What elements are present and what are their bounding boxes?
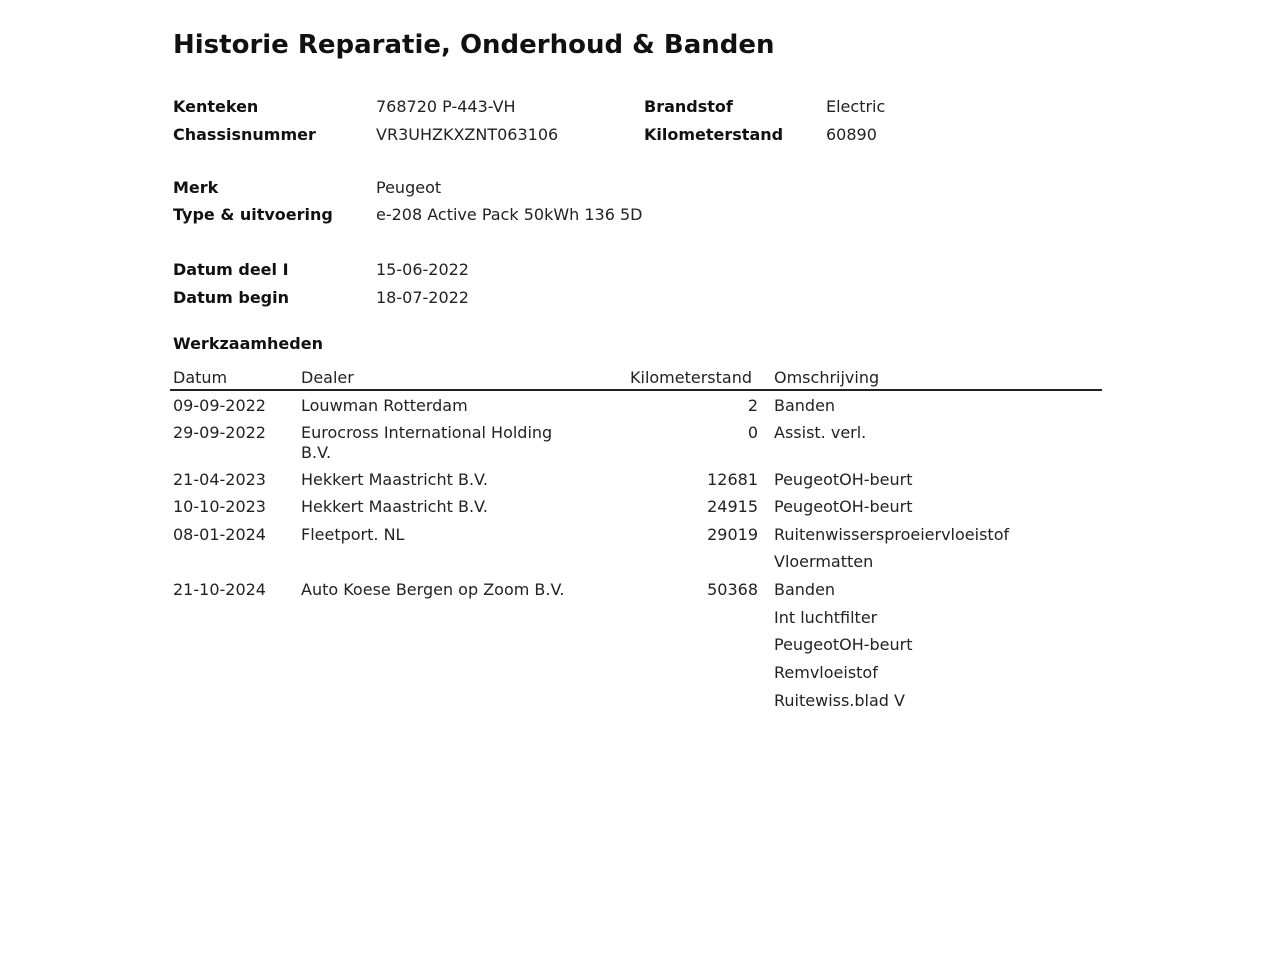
row-datum: 29-09-2022 xyxy=(173,423,266,442)
merk-value: Peugeot xyxy=(376,178,442,197)
werkzaamheden-heading: Werkzaamheden xyxy=(173,334,323,353)
kenteken-value: 768720 P-443-VH xyxy=(376,97,516,116)
datum-deel-value: 15-06-2022 xyxy=(376,260,469,279)
row-dealer: Auto Koese Bergen op Zoom B.V. xyxy=(301,580,565,599)
row-omschrijving: Banden xyxy=(774,580,836,599)
chassis-value: VR3UHZKXZNT063106 xyxy=(376,125,559,144)
page-title: Historie Reparatie, Onderhoud & Banden xyxy=(173,30,775,60)
kilometerstand-value: 60890 xyxy=(826,125,877,144)
row-omschrijving: PeugeotOH-beurt xyxy=(774,470,913,489)
row-omschrijving: PeugeotOH-beurt xyxy=(774,635,913,654)
kilometerstand-label: Kilometerstand xyxy=(644,125,784,144)
row-kilometerstand: 50368 xyxy=(707,580,758,599)
row-dealer: Hekkert Maastricht B.V. xyxy=(301,497,488,516)
row-dealer: Fleetport. NL xyxy=(301,525,405,544)
kenteken-label: Kenteken xyxy=(173,97,259,116)
type-value: e-208 Active Pack 50kWh 136 5D xyxy=(376,205,643,224)
row-datum: 21-04-2023 xyxy=(173,470,266,489)
row-omschrijving: Assist. verl. xyxy=(774,423,867,442)
row-datum: 10-10-2023 xyxy=(173,497,266,516)
brandstof-label: Brandstof xyxy=(644,97,733,116)
row-kilometerstand: 2 xyxy=(747,396,758,415)
chassis-label: Chassisnummer xyxy=(173,125,316,144)
brandstof-value: Electric xyxy=(826,97,886,116)
column-header-omschrijving: Omschrijving xyxy=(774,368,880,387)
row-kilometerstand: 29019 xyxy=(707,525,758,544)
column-header-dealer: Dealer xyxy=(301,368,354,387)
column-header-datum: Datum xyxy=(173,368,228,387)
row-kilometerstand: 24915 xyxy=(707,497,758,516)
row-omschrijving: PeugeotOH-beurt xyxy=(774,497,913,516)
row-omschrijving: Ruitewiss.blad V xyxy=(774,691,905,710)
row-dealer: Eurocross International Holding B.V. xyxy=(301,423,553,462)
row-omschrijving: Remvloeistof xyxy=(774,663,878,682)
row-kilometerstand: 12681 xyxy=(707,470,758,489)
row-omschrijving: Ruitenwissersproeiervloeistof xyxy=(774,525,1010,544)
datum-begin-label: Datum begin xyxy=(173,288,289,307)
column-header-kilometerstand: Kilometerstand xyxy=(630,368,753,387)
table-header-rule xyxy=(170,389,1102,391)
datum-deel-label: Datum deel I xyxy=(173,260,289,279)
row-dealer: Hekkert Maastricht B.V. xyxy=(301,470,488,489)
row-dealer: Louwman Rotterdam xyxy=(301,396,468,415)
row-datum: 09-09-2022 xyxy=(173,396,266,415)
row-omschrijving: Vloermatten xyxy=(774,552,874,571)
row-datum: 08-01-2024 xyxy=(173,525,266,544)
merk-label: Merk xyxy=(173,178,219,197)
row-datum: 21-10-2024 xyxy=(173,580,266,599)
row-omschrijving: Banden xyxy=(774,396,836,415)
row-kilometerstand: 0 xyxy=(747,423,758,442)
type-label: Type & uitvoering xyxy=(173,205,333,224)
datum-begin-value: 18-07-2022 xyxy=(376,288,469,307)
row-omschrijving: Int luchtfilter xyxy=(774,608,878,627)
